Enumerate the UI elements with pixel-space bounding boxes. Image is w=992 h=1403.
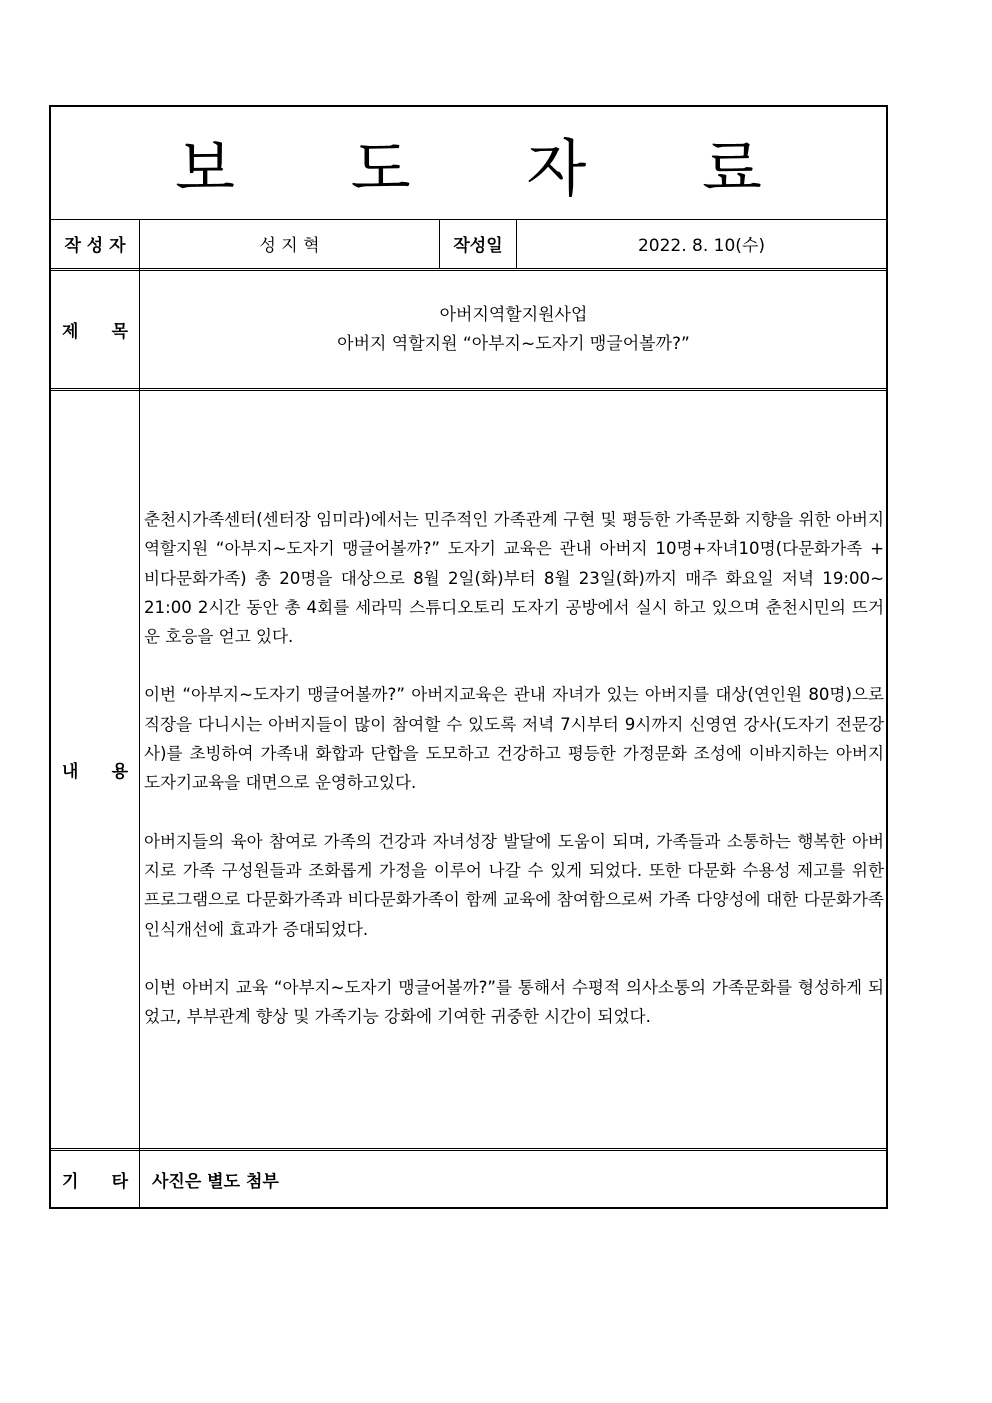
subject-label xyxy=(51,271,139,388)
subject-label-left: 제 xyxy=(62,322,79,342)
subject-text xyxy=(141,271,886,388)
etc-value: 사진은 별도 첨부 xyxy=(152,1171,279,1192)
date-label: 작성일 xyxy=(439,219,516,268)
etc-label xyxy=(51,1151,139,1207)
subject-line-1: 아버지역할지원사업 xyxy=(439,304,588,325)
title-row xyxy=(51,107,886,220)
page-title: 보 도 자 료 xyxy=(175,131,810,205)
content-paragraph: 춘천시가족센터(센터장 임미라)에서는 민주적인 가족관계 구현 및 평등한 가족문화 지향을 위한 아버지역할지원 “아부지~도자기 맹글어볼까?” 도자기 교육은 관내 아버지 10명+자녀10명(다문화가족 + 비다문화가족) 총 20명을 대상으로 8월 2일(화)부터 8월 23일(화)까지 매주 화요일 저녁 19:00~ 21:00 2시간 동안 총 4회를 세라믹 스튜디오토리 도자기 공방에서 실시 하고 있으며 춘천시민의 뜨거운 호응을 얻고 있다. xyxy=(144,510,884,647)
etc-row xyxy=(51,1151,886,1207)
content-paragraph: 이번 아버지 교육 “아부지~도자기 맹글어볼까?”를 통해서 수평적 의사소통의 가족문화를 형성하게 되었고, 부부관계 향상 및 가족기능 강화에 기여한 귀중한 시간이 되었다. xyxy=(144,977,884,1027)
subject-label-right: 목 xyxy=(111,322,128,342)
content-row xyxy=(51,391,886,1151)
label-column-divider xyxy=(139,219,140,1207)
subject-row xyxy=(51,271,886,391)
content-label xyxy=(51,391,139,1148)
content-paragraph: 아버지들의 육아 참여로 가족의 건강과 자녀성장 발달에 도움이 되며, 가족들과 소통하는 행복한 아버지로 가족 구성원들과 조화롭게 가정을 이루어 나갈 수 있게 되었다. 또한 다문화 수용성 제고를 위한 프로그램으로 다문화가족과 비다문화가족이 함께 교육에 참여함으로써 가족 다양성에 대한 다문화가족 인식개선에 효과가 증대되었다. xyxy=(144,831,884,939)
content-label-right: 용 xyxy=(111,762,128,782)
press-release-table xyxy=(49,105,888,1209)
content-label-left: 내 xyxy=(62,762,79,782)
etc-label-right: 타 xyxy=(111,1171,128,1192)
subject-line-2: 아버지 역할지원 “아부지~도자기 맹글어볼까?” xyxy=(337,333,690,354)
meta-row xyxy=(51,219,886,271)
author-label: 작 성 자 xyxy=(64,236,126,256)
content-paragraph: 이번 “아부지~도자기 맹글어볼까?” 아버지교육은 관내 자녀가 있는 아버지를 대상(연인원 80명)으로 직장을 다니시는 아버지들이 많이 참여할 수 있도록 저녁 7시부터 9시까지 신영연 강사(도자기 전문강사)를 초빙하여 가족내 화합과 단합을 도모하고 건강하고 평등한 가정문화 조성에 이바지하는 아버지 도자기교육을 대면으로 운영하고있다. xyxy=(144,685,884,793)
etc-label-left: 기 xyxy=(62,1171,79,1192)
content-body xyxy=(144,505,884,1060)
author-value: 성 지 혁 xyxy=(139,219,439,268)
date-value: 2022. 8. 10(수) xyxy=(516,219,886,268)
